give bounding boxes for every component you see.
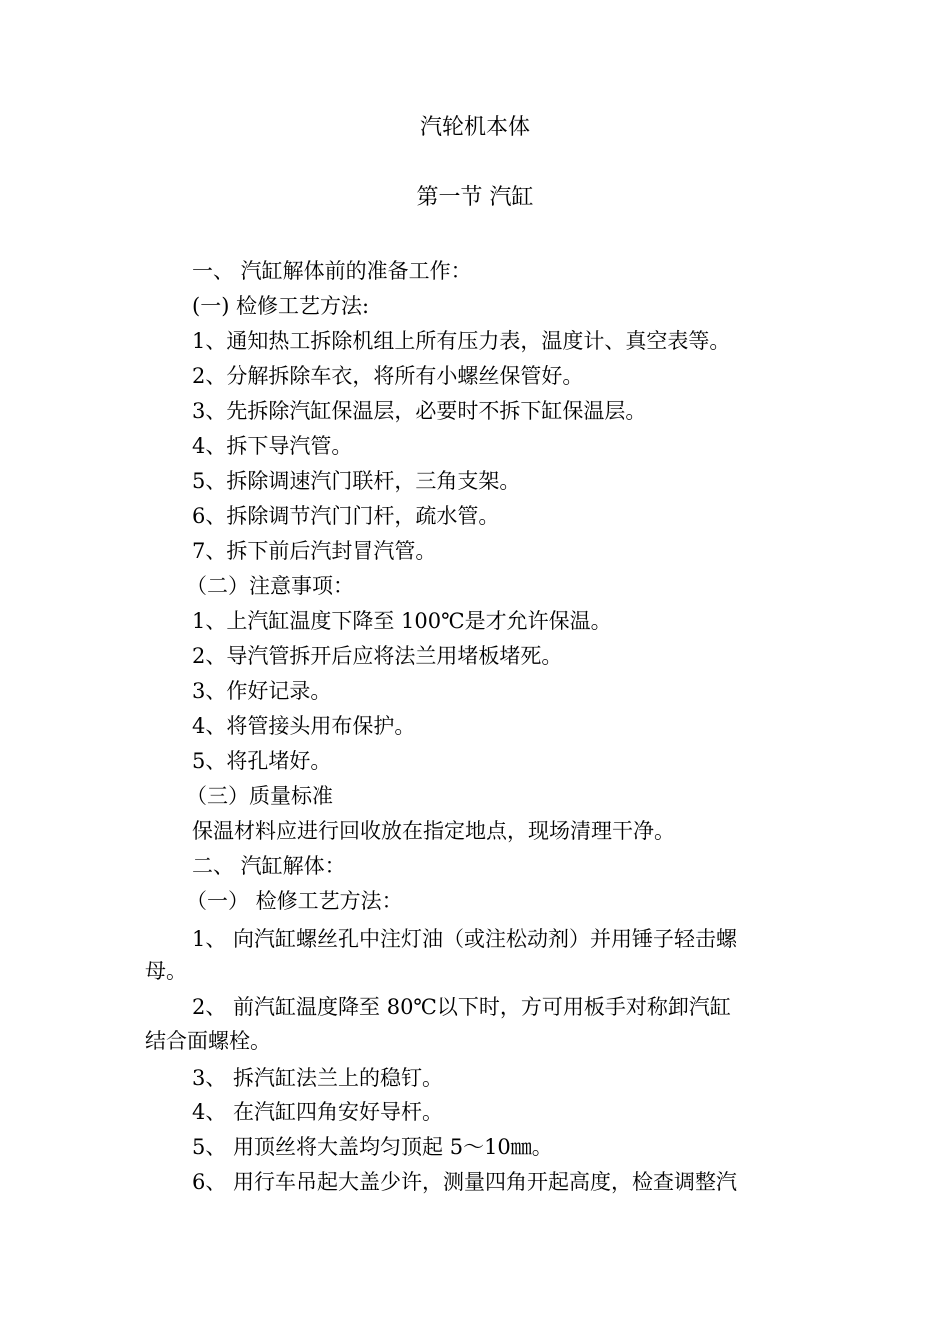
list-item: 4、拆下导汽管。	[192, 434, 353, 458]
list-item: 1、上汽缸温度下降至 100℃是才允许保温。	[192, 609, 612, 633]
list-item: 2、分解拆除车衣，将所有小螺丝保管好。	[192, 364, 584, 388]
list-item: 3、作好记录。	[192, 679, 332, 703]
list-item: 1、 向汽缸螺丝孔中注灯油（或注松动剂）并用锤子轻击螺	[192, 927, 738, 951]
subheading-3: （三）质量标准	[186, 784, 333, 808]
list-item-continuation: 母。	[145, 959, 187, 983]
paragraph: 保温材料应进行回收放在指定地点，现场清理干净。	[192, 819, 675, 843]
subheading-2: （二）注意事项：	[186, 574, 354, 598]
list-item-continuation: 结合面螺栓。	[145, 1029, 271, 1053]
list-item: 7、拆下前后汽封冒汽管。	[192, 539, 437, 563]
list-item: 5、将孔堵好。	[192, 749, 332, 773]
list-item: 4、将管接头用布保护。	[192, 714, 416, 738]
section-title: 第一节 汽缸	[416, 185, 534, 210]
list-item: 5、 用顶丝将大盖均匀顶起 5～10㎜。	[192, 1135, 553, 1159]
subheading-4: （一） 检修工艺方法：	[186, 889, 403, 913]
list-item: 2、 前汽缸温度降至 80℃以下时，方可用板手对称卸汽缸	[192, 995, 731, 1019]
list-item: 3、先拆除汽缸保温层，必要时不拆下缸保温层。	[192, 399, 647, 423]
list-item: 5、拆除调速汽门联杆，三角支架。	[192, 469, 521, 493]
list-item: 1、通知热工拆除机组上所有压力表，温度计、真空表等。	[192, 329, 731, 353]
list-item: 2、导汽管拆开后应将法兰用堵板堵死。	[192, 644, 563, 668]
heading-2: 二、 汽缸解体：	[192, 854, 346, 878]
document-title: 汽轮机本体	[419, 115, 530, 140]
list-item: 3、 拆汽缸法兰上的稳钉。	[192, 1066, 444, 1090]
list-item: 4、 在汽缸四角安好导杆。	[192, 1100, 444, 1124]
subheading-1: (一) 检修工艺方法:	[192, 294, 370, 318]
list-item: 6、拆除调节汽门门杆，疏水管。	[192, 504, 500, 528]
heading-1: 一、 汽缸解体前的准备工作：	[192, 259, 472, 283]
list-item: 6、 用行车吊起大盖少许，测量四角开起高度，检查调整汽	[192, 1170, 738, 1194]
